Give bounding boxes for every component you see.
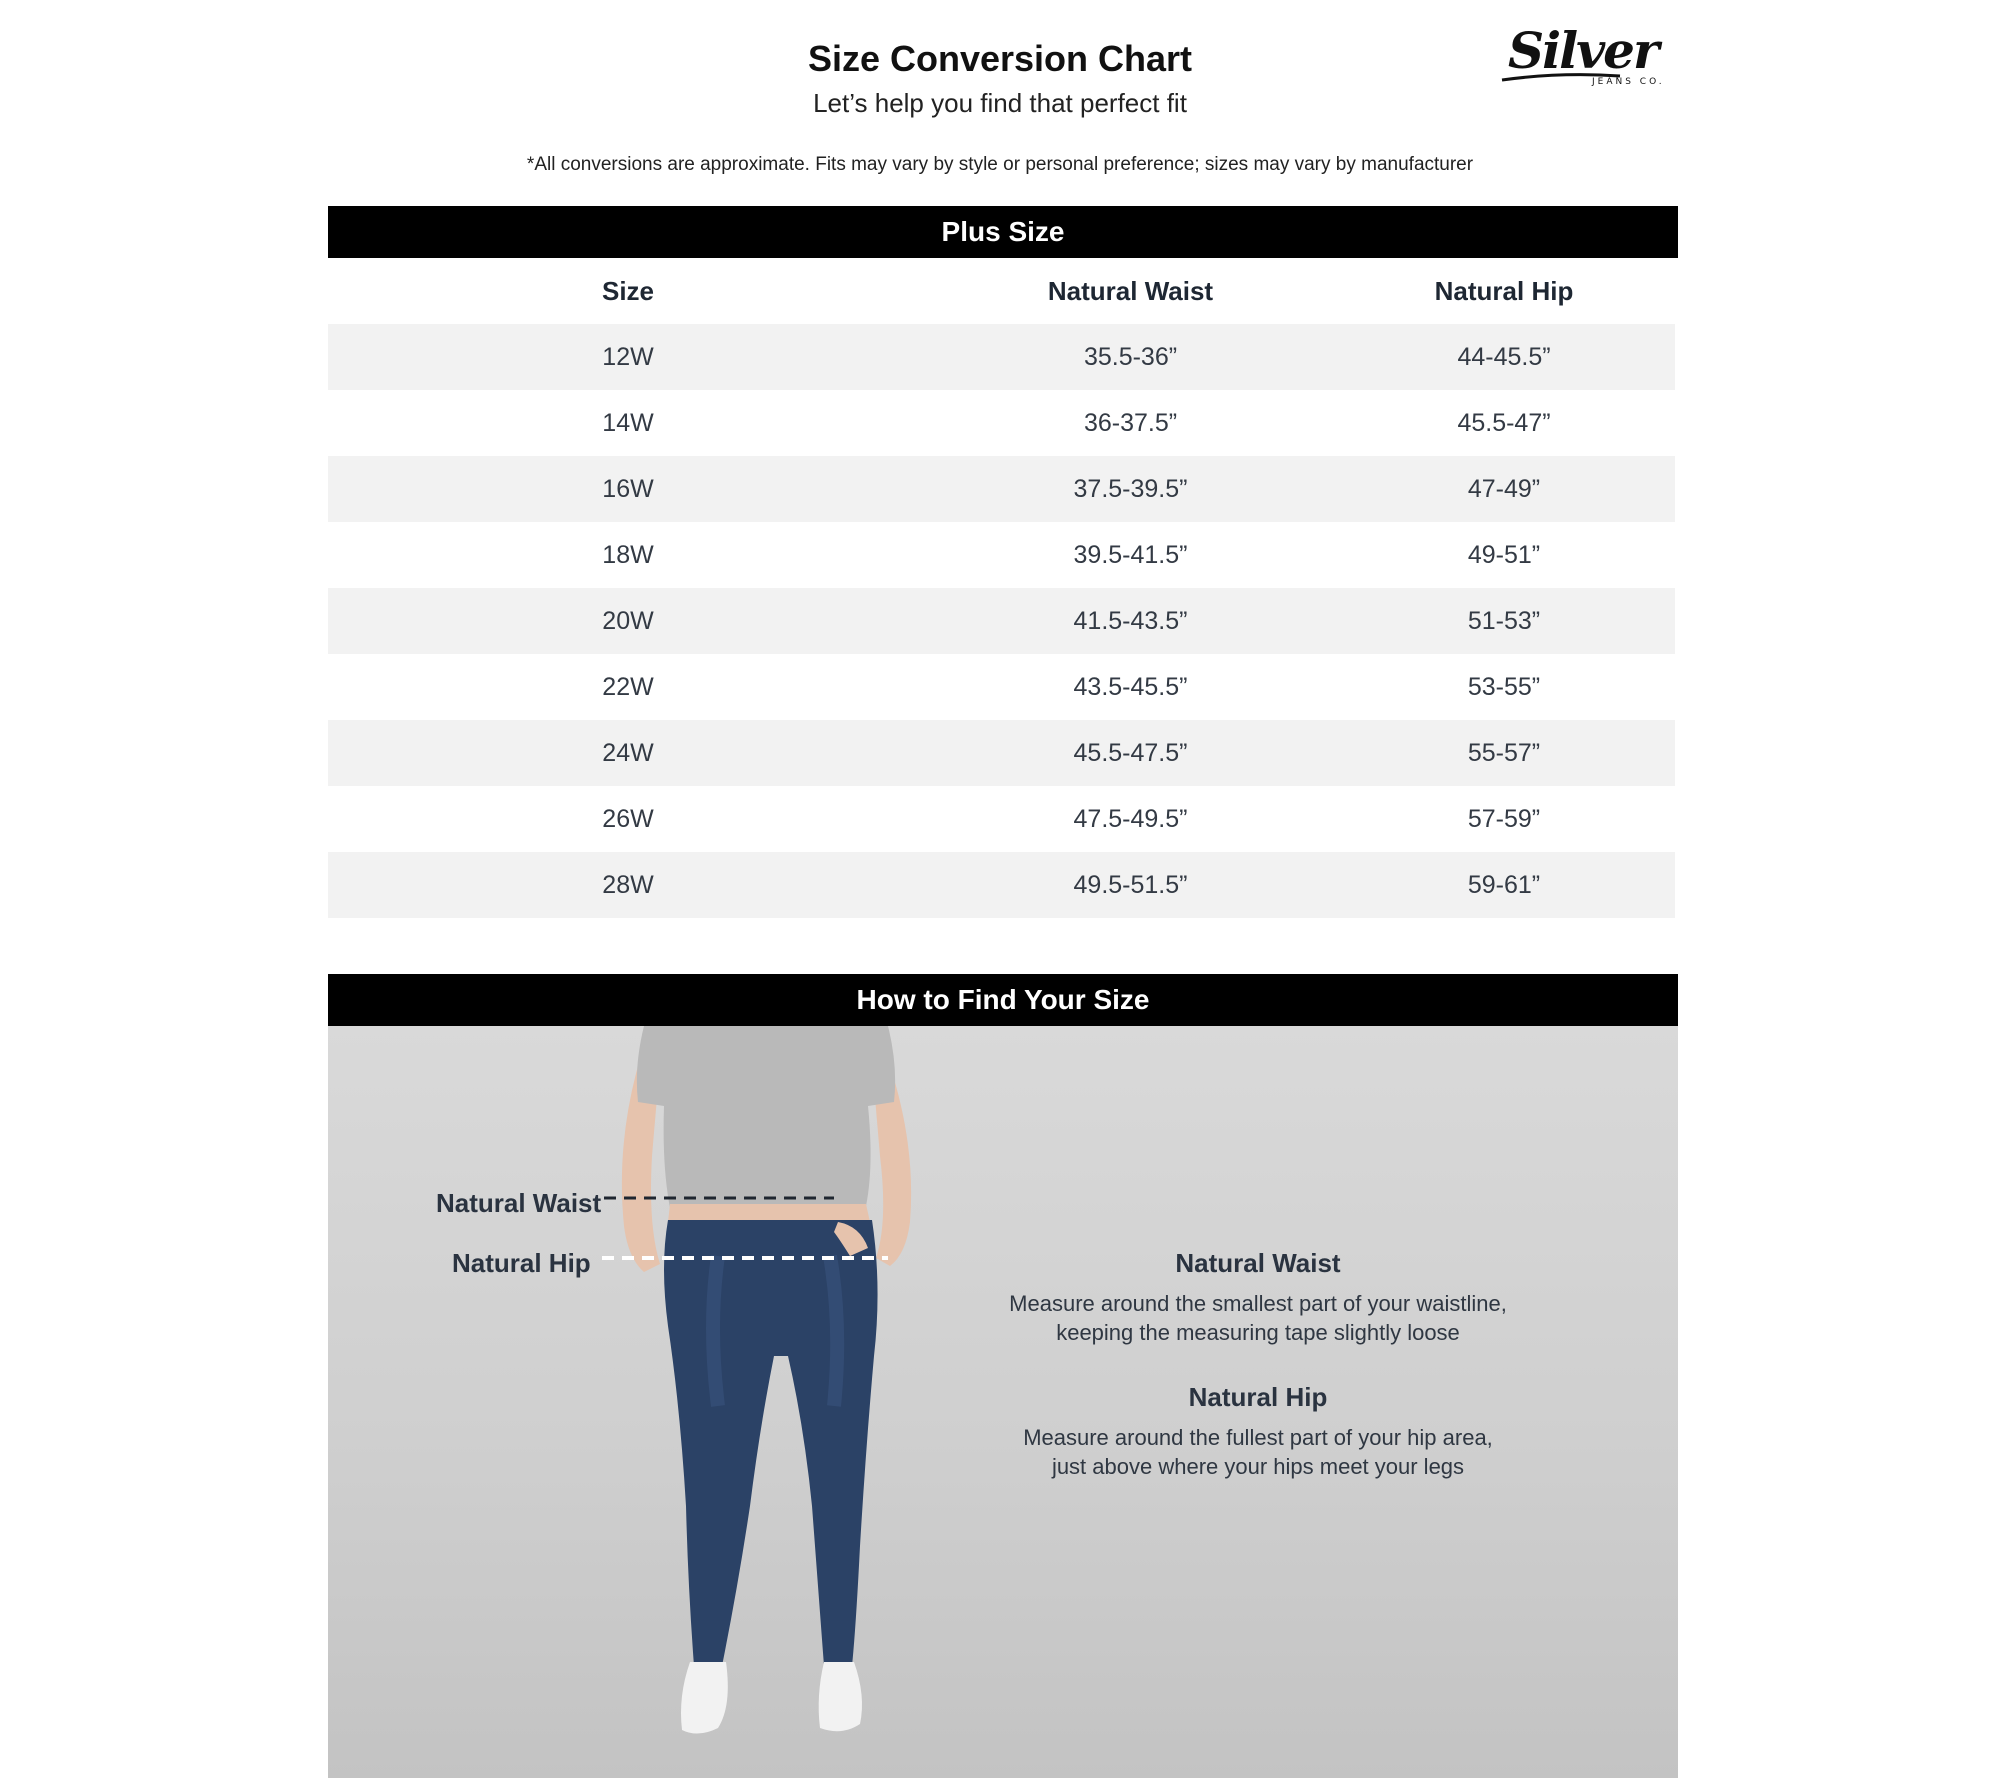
waist-description: [948, 1289, 1568, 1347]
hip-cell: 53-55”: [1467, 672, 1541, 701]
table-row: [328, 588, 1675, 654]
hip-cell: 49-51”: [1467, 540, 1541, 569]
size-cell: 16W: [602, 474, 654, 503]
figure-label-hip: Natural Hip: [452, 1248, 591, 1278]
hip-cell: 45.5-47”: [1457, 408, 1551, 437]
waist-instructions: [948, 1248, 1568, 1347]
hip-instructions: [948, 1382, 1568, 1481]
table-row: [328, 720, 1675, 786]
size-cell: 12W: [602, 342, 654, 371]
size-cell: 20W: [602, 606, 654, 635]
hip-cell: 47-49”: [1467, 474, 1541, 503]
silver-jeans-logo: [1500, 22, 1680, 92]
waist-cell: 39.5-41.5”: [1073, 540, 1188, 569]
column-header-natural-waist: Natural Waist: [1047, 275, 1214, 306]
waist-cell: 49.5-51.5”: [1073, 870, 1188, 899]
hip-cell: 57-59”: [1467, 804, 1541, 833]
waist-cell: 47.5-49.5”: [1073, 804, 1188, 833]
hip-description-line-2: just above where your hips meet your legs: [1051, 1454, 1465, 1479]
hip-cell: 51-53”: [1467, 606, 1541, 635]
hip-description-line-1: Measure around the fullest part of your hip area,: [1023, 1425, 1493, 1450]
table-row: [328, 852, 1675, 918]
size-cell: 22W: [602, 672, 654, 701]
waist-heading: Natural Waist: [1175, 1248, 1341, 1278]
table-row: [328, 522, 1675, 588]
column-header-natural-hip: Natural Hip: [1434, 275, 1574, 306]
hip-heading: Natural Hip: [1188, 1382, 1328, 1412]
figure-label-waist: Natural Waist: [436, 1188, 602, 1218]
waist-cell: 45.5-47.5”: [1073, 738, 1188, 767]
table-row: [328, 456, 1675, 522]
table-row: [328, 390, 1675, 456]
waist-cell: 36-37.5”: [1083, 408, 1178, 437]
size-cell: 26W: [602, 804, 654, 833]
page-title: Size Conversion Chart: [807, 38, 1193, 79]
size-cell: 14W: [602, 408, 654, 437]
waist-cell: 35.5-36”: [1083, 342, 1178, 371]
plus-size-header: Plus Size: [328, 206, 1678, 258]
size-cell: 24W: [602, 738, 654, 767]
disclaimer-text: *All conversions are approximate. Fits may vary by style or personal preference; sizes may vary by manufacturer: [526, 154, 1474, 175]
table-row: [328, 786, 1675, 852]
hip-cell: 44-45.5”: [1457, 342, 1551, 371]
waist-cell: 37.5-39.5”: [1073, 474, 1188, 503]
hip-cell: 55-57”: [1467, 738, 1541, 767]
measurement-photo-panel: [328, 1026, 1678, 1778]
waist-cell: 41.5-43.5”: [1073, 606, 1188, 635]
size-cell: 18W: [602, 540, 654, 569]
table-row: [328, 324, 1675, 390]
logo-subtext: JEANS CO.: [1592, 77, 1665, 87]
waist-description-line-2: keeping the measuring tape slightly loose: [1056, 1320, 1460, 1345]
column-header-size: Size: [601, 275, 655, 306]
waist-description-line-1: Measure around the smallest part of your waistline,: [1009, 1291, 1507, 1316]
table-header-row: [328, 258, 1675, 324]
waist-cell: 43.5-45.5”: [1073, 672, 1188, 701]
size-cell: 28W: [602, 870, 654, 899]
hip-description: [948, 1423, 1568, 1481]
model-figure-image: [598, 1026, 938, 1778]
how-to-find-size-header: How to Find Your Size: [328, 974, 1678, 1026]
hip-cell: 59-61”: [1467, 870, 1541, 899]
logo-wordmark: Silver: [1508, 22, 1658, 80]
size-table: [328, 258, 1675, 918]
table-row: [328, 654, 1675, 720]
page-subtitle: Let’s help you find that perfect fit: [813, 88, 1187, 118]
